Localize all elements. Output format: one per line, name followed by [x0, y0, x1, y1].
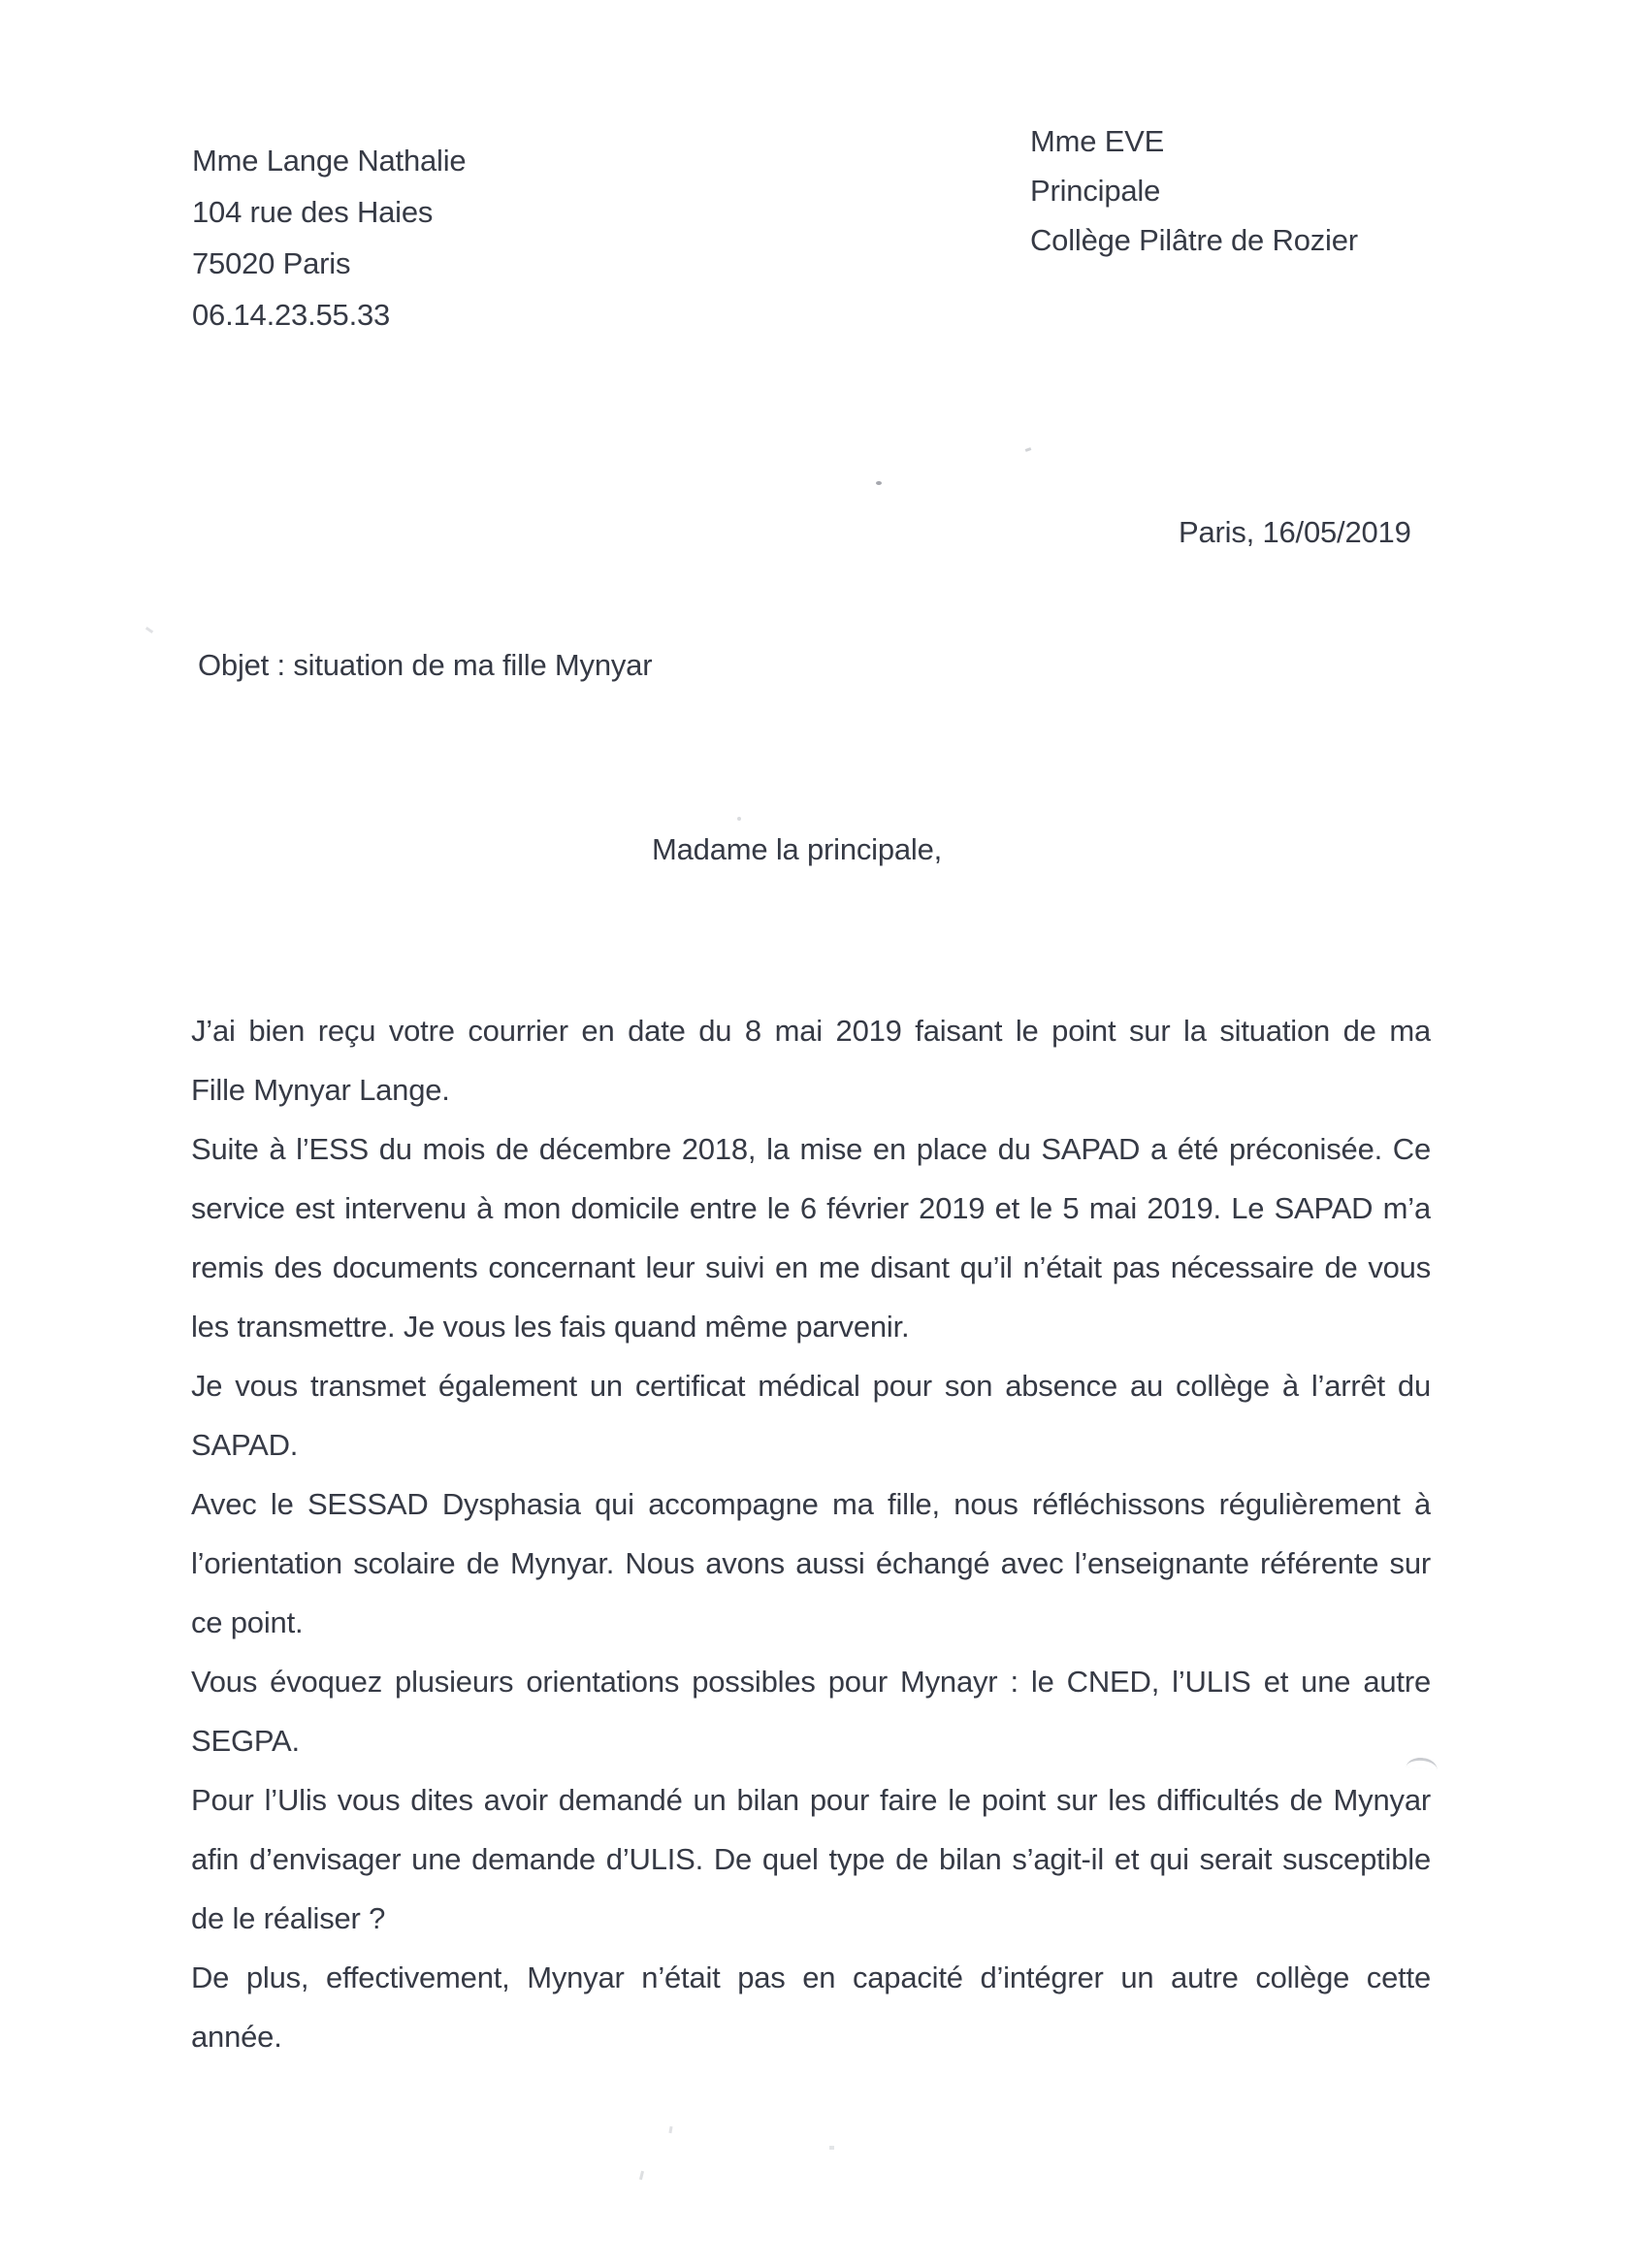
- body-line: Pour l’Ulis vous dites avoir demandé un bilan pour faire le point sur les difficultés de Mynyar: [191, 1783, 1431, 1817]
- sender-street: 104 rue des Haies: [192, 195, 434, 229]
- recipient-block: [1030, 116, 1358, 265]
- paragraph: [191, 1474, 1431, 1652]
- body-line: SAPAD.: [191, 1428, 299, 1462]
- paragraph: [191, 1001, 1431, 1119]
- scan-artifact: [1025, 447, 1032, 452]
- paragraph: [191, 1948, 1431, 2066]
- scan-artifact: [146, 627, 153, 633]
- body-line: Fille Mynyar Lange.: [191, 1073, 450, 1107]
- paragraph: [191, 1119, 1431, 1356]
- body-line: Avec le SESSAD Dysphasia qui accompagne ma fille, nous réfléchissons régulièrement à: [191, 1487, 1431, 1521]
- scan-artifact: [876, 481, 882, 485]
- body-line: Vous évoquez plusieurs orientations possibles pour Mynayr : le CNED, l’ULIS et une autre: [191, 1665, 1431, 1699]
- body-line: J’ai bien reçu votre courrier en date du 8 mai 2019 faisant le point sur la situation de ma: [191, 1014, 1431, 1048]
- body-line: service est intervenu à mon domicile entre le 6 février 2019 et le 5 mai 2019. Le SAPAD m’a: [191, 1191, 1431, 1225]
- body-line: les transmettre. Je vous les fais quand même parvenir.: [191, 1310, 910, 1344]
- paragraph: [191, 1356, 1431, 1474]
- paragraph: [191, 1652, 1431, 1770]
- body-line: année.: [191, 2020, 282, 2054]
- letter-body: [191, 1001, 1431, 2066]
- scan-artifact: [668, 2126, 672, 2133]
- scan-artifact: [737, 817, 741, 821]
- dateline: Paris, 16/05/2019: [1179, 515, 1411, 549]
- recipient-name: Mme EVE: [1030, 124, 1165, 158]
- recipient-organization: Collège Pilâtre de Rozier: [1030, 223, 1358, 257]
- body-line: l’orientation scolaire de Mynyar. Nous avons aussi échangé avec l’enseignante référente sur: [191, 1546, 1431, 1580]
- body-line: De plus, effectivement, Mynyar n’était pas en capacité d’intégrer un autre collège cette: [191, 1960, 1431, 1994]
- body-line: ce point.: [191, 1605, 304, 1639]
- sender-name: Mme Lange Nathalie: [192, 144, 467, 178]
- sender-city: 75020 Paris: [192, 246, 351, 280]
- body-line: afin d’envisager une demande d’ULIS. De quel type de bilan s’agit-il et qui serait susceptible: [191, 1842, 1431, 1876]
- salutation: Madame la principale,: [652, 832, 943, 866]
- paragraph: [191, 1770, 1431, 1948]
- scan-artifact: [639, 2171, 644, 2180]
- body-line: Je vous transmet également un certificat médical pour son absence au collège à l’arrêt du: [191, 1369, 1431, 1403]
- subject-line: Objet : situation de ma fille Mynyar: [198, 648, 653, 682]
- body-line: Suite à l’ESS du mois de décembre 2018, la mise en place du SAPAD a été préconisée. Ce: [191, 1132, 1431, 1166]
- scan-artifact: [829, 2146, 834, 2150]
- body-line: SEGPA.: [191, 1724, 300, 1758]
- body-line: de le réaliser ?: [191, 1901, 386, 1935]
- sender-phone: 06.14.23.55.33: [192, 298, 391, 332]
- body-line: remis des documents concernant leur suivi en me disant qu’il n’était pas nécessaire de vous: [191, 1250, 1431, 1284]
- recipient-title: Principale: [1030, 174, 1161, 208]
- sender-block: [192, 135, 466, 340]
